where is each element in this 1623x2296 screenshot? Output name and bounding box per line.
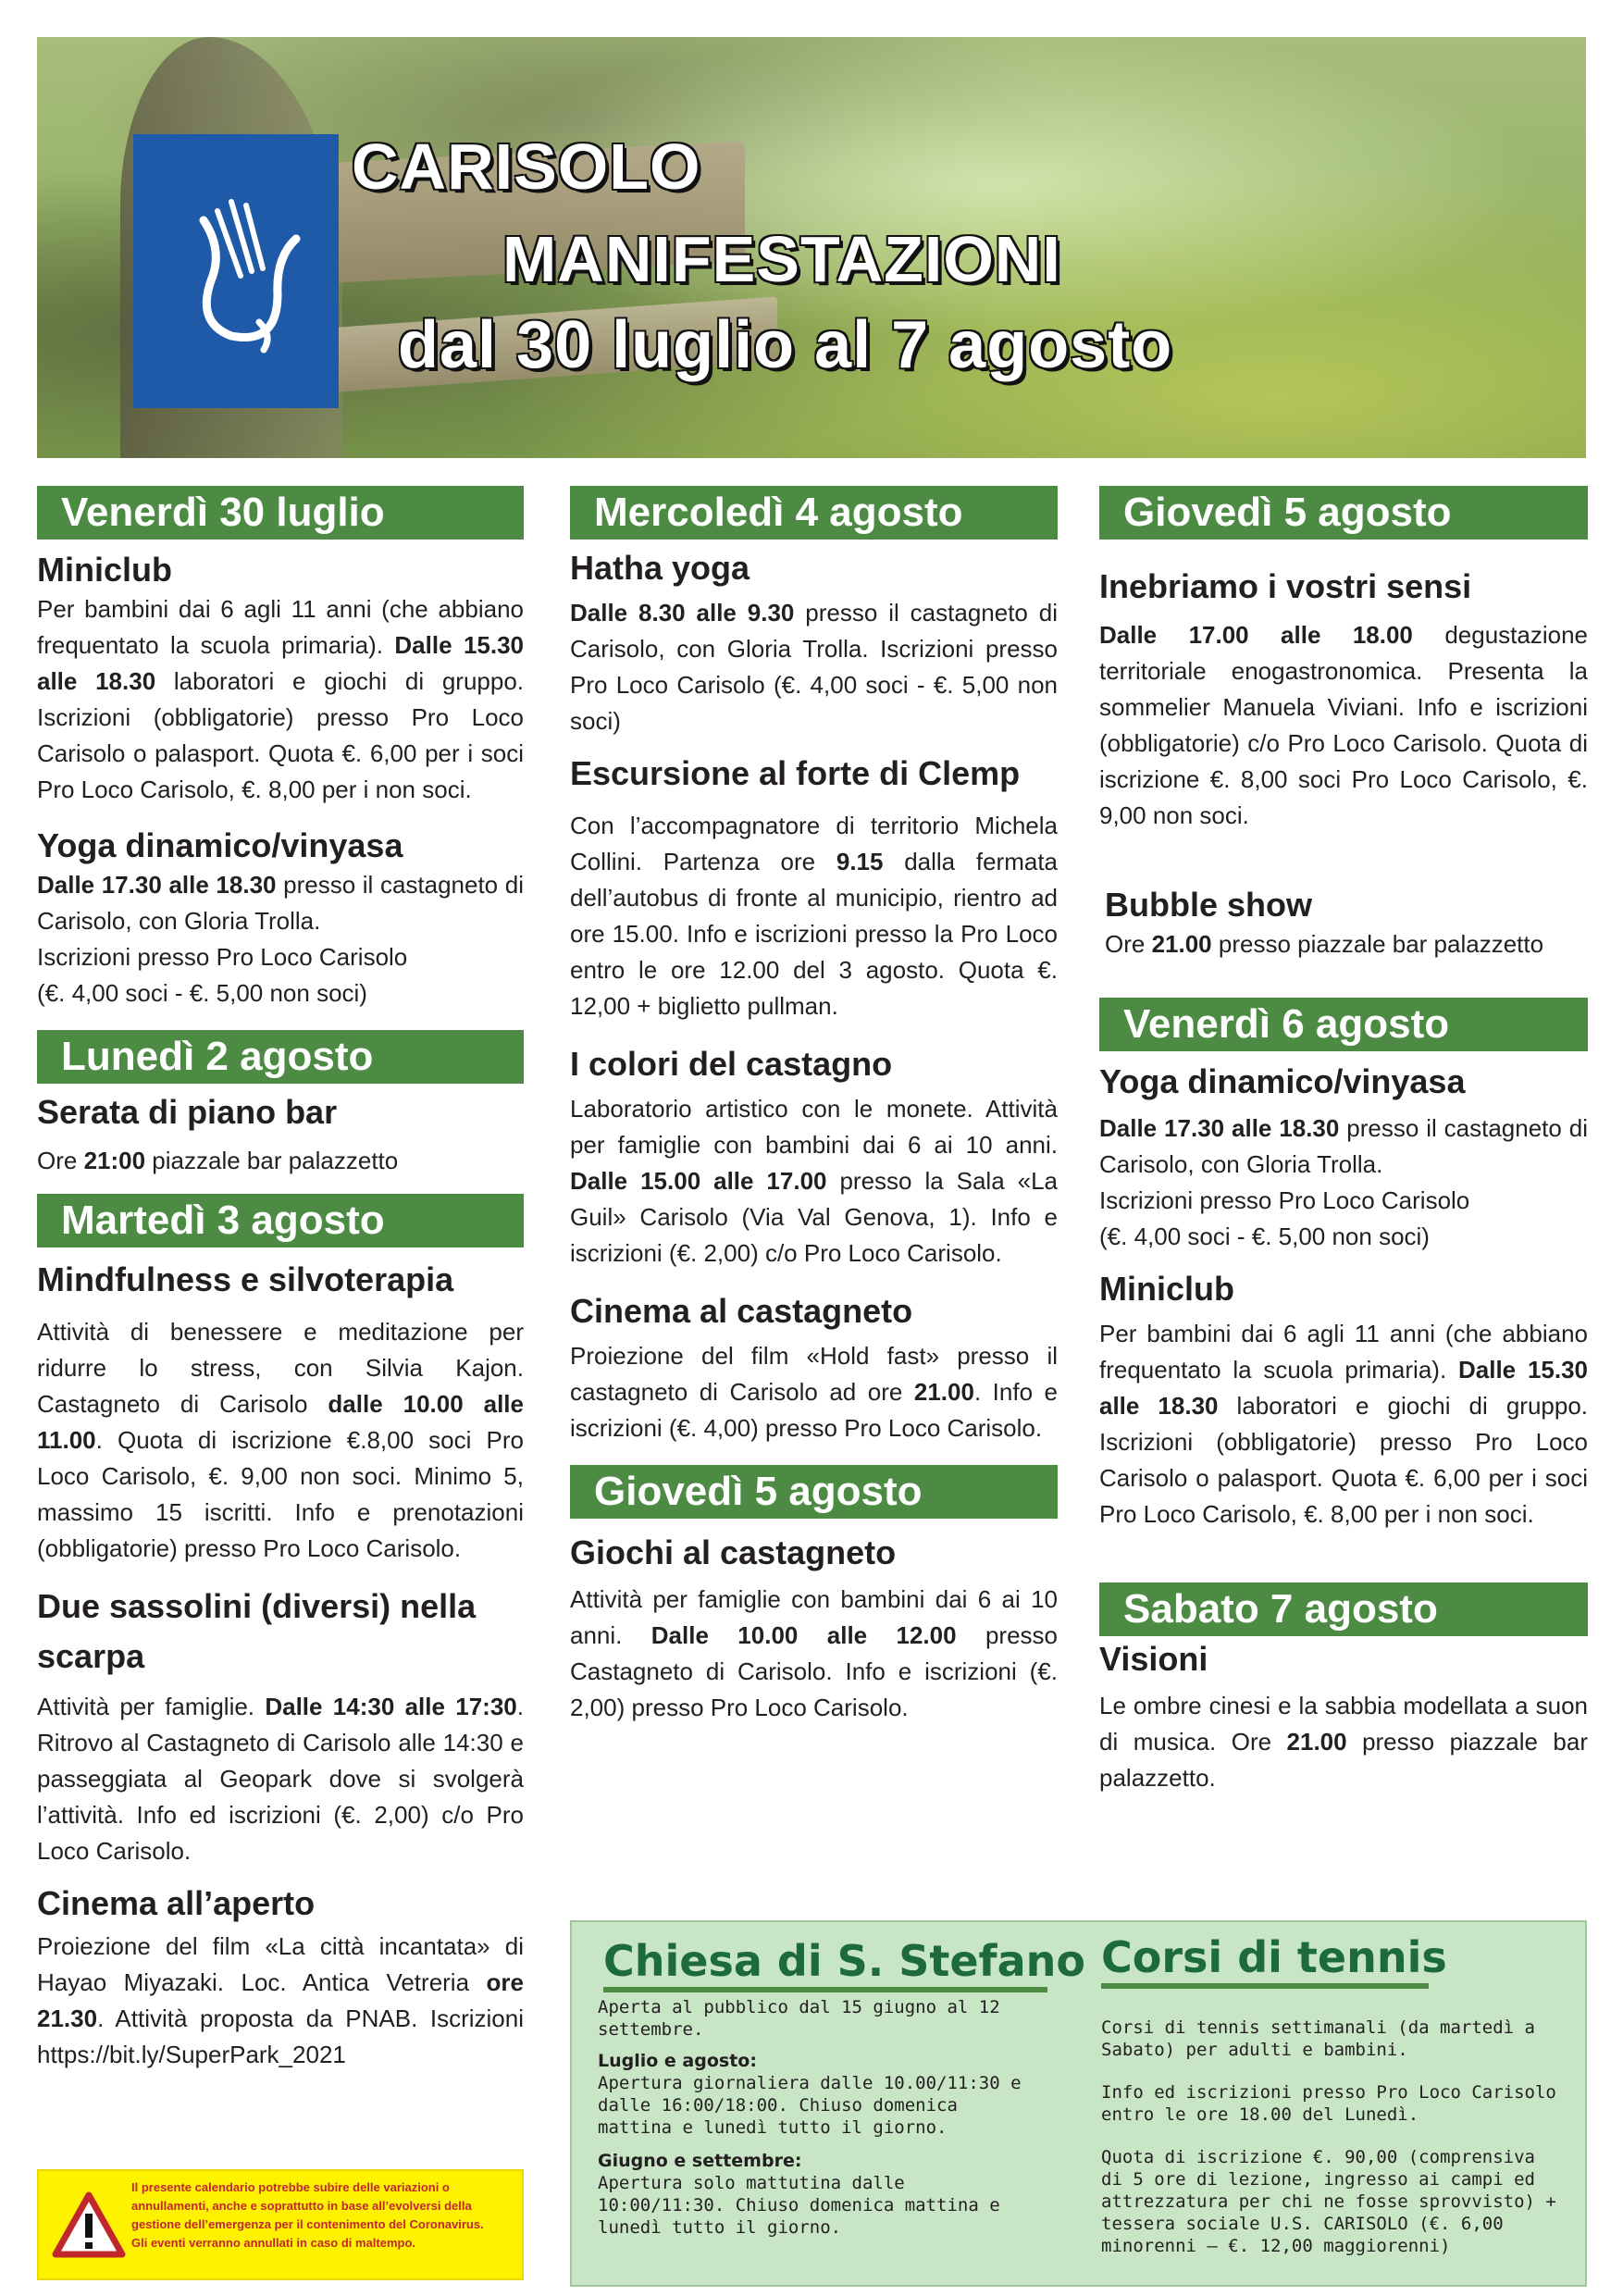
text-part: Per bambini dai 6 agli 11 anni (che abbiano frequentato la scuola primaria). xyxy=(1099,1320,1588,1384)
event-title-miniclub: Miniclub xyxy=(37,551,172,589)
event-time: Dalle 8.30 alle 9.30 xyxy=(570,599,795,627)
chiesa-text xyxy=(598,1996,1033,2239)
warning-weather-note: Gli eventi verranno annullati in caso di maltempo. xyxy=(131,2236,416,2250)
event-time: 9.15 xyxy=(836,848,884,875)
warning-box xyxy=(37,2169,524,2280)
chiesa-title-underline xyxy=(603,1987,1047,1992)
event-text-hatha-yoga xyxy=(570,595,1058,739)
event-time: Dalle 17.30 alle 18.30 xyxy=(1099,1114,1340,1142)
text-part: presso il castagneto di Carisolo, con Gloria Trolla. xyxy=(37,871,525,935)
event-text-clemp xyxy=(570,808,1058,1024)
text-part: presso il castagneto di Carisolo, con Gloria Trolla. xyxy=(1099,1114,1589,1178)
event-time: Dalle 17.00 alle 18.00 xyxy=(1099,621,1413,649)
event-title-yoga-right: Yoga dinamico/vinyasa xyxy=(1099,1062,1466,1100)
event-title-colori-castagno: I colori del castagno xyxy=(570,1045,893,1083)
text-part: presso la Sala «La Guil» Carisolo (Via Val Genova, 1). Info e iscrizioni (€. 2,00) c/o Pro Loco Carisolo. xyxy=(570,1167,1058,1267)
event-title-cinema-aperto: Cinema all’aperto xyxy=(37,1884,316,1922)
text-part: (€. 4,00 soci - €. 5,00 non soci) xyxy=(37,979,367,1007)
day-header-sabato-7: Sabato 7 agosto xyxy=(1099,1582,1588,1636)
text-part: . Ritrovo al Castagneto di Carisolo alle 14:30 e passeggiata al Geopark dove si svolgerà l’attività. Info ed iscrizioni (€. 2,00) c/o Pro Loco Carisolo. xyxy=(37,1693,524,1865)
text-part: Attività per famiglie. xyxy=(37,1693,266,1720)
event-title-miniclub-right: Miniclub xyxy=(1099,1270,1234,1308)
event-title-hatha-yoga: Hatha yoga xyxy=(570,549,750,587)
text-part: laboratori e giochi di gruppo. Iscrizioni (obbligatorie) presso Pro Loco Carisolo o palasport. Quota €. 6,00 per i soci Pro Loco Carisolo, €. 8,00 per i non soci. xyxy=(37,667,525,803)
tennis-title-underline xyxy=(1101,1983,1429,1989)
tennis-text xyxy=(1101,2017,1564,2257)
event-time: ore 21.30 xyxy=(37,1968,524,2032)
column-left xyxy=(37,486,524,2073)
text-part: (€. 4,00 soci - €. 5,00 non soci) xyxy=(1099,1222,1430,1250)
warning-icon xyxy=(52,2191,126,2258)
event-text-piano-bar xyxy=(37,1143,524,1179)
event-text-visioni xyxy=(1099,1688,1588,1796)
info-box xyxy=(570,1920,1587,2287)
text-part: Con l’accompagnatore di territorio Michela Collini. Partenza ore xyxy=(570,812,1058,875)
chiesa-intro: Aperta al pubblico dal 15 giugno al 12 settembre. xyxy=(598,1997,1000,2040)
day-header-martedi-3: Martedì 3 agosto xyxy=(37,1194,524,1247)
header-banner xyxy=(37,37,1586,458)
tennis-title: Corsi di tennis xyxy=(1101,1932,1447,1982)
event-text-cinema-castagneto xyxy=(570,1338,1058,1446)
event-time: 21.00 xyxy=(1151,930,1212,958)
title-manifestazioni: MANIFESTAZIONI xyxy=(502,223,1061,295)
text-part: Le ombre cinesi e la sabbia modellata a suon di musica. Ore xyxy=(1099,1692,1588,1756)
day-header-venerdi-30: Venerdì 30 luglio xyxy=(37,486,524,540)
text-part: Attività per famiglie con bambini dai 6 ai 10 anni. xyxy=(570,1585,1058,1649)
title-dates: dal 30 luglio al 7 agosto xyxy=(398,308,1173,382)
text-part: Laboratorio artistico con le monete. Attività per famiglie con bambini dai 6 ai 10 anni. xyxy=(570,1095,1058,1159)
event-text-yoga xyxy=(37,867,524,1011)
day-header-giovedi-5: Giovedì 5 agosto xyxy=(570,1465,1058,1519)
event-time: dalle 10.00 alle 11.00 xyxy=(37,1390,524,1454)
event-title-piano-bar: Serata di piano bar xyxy=(37,1093,338,1131)
text-part: presso piazzale bar palazzetto. xyxy=(1099,1728,1588,1792)
event-time: Dalle 10.00 alle 12.00 xyxy=(650,1621,957,1649)
column-right xyxy=(1099,486,1588,1796)
event-title-yoga: Yoga dinamico/vinyasa xyxy=(37,826,403,864)
text-part: presso piazzale bar palazzetto xyxy=(1211,930,1544,958)
text-part: presso il castagneto di Carisolo, con Gloria Trolla. Iscrizioni presso Pro Loco Carisolo (€. 4,00 soci - €. 5,00 non soci) xyxy=(570,599,1059,735)
event-time: Dalle 17.30 alle 18.30 xyxy=(37,871,277,899)
event-time: Dalle 15.00 alle 17.00 xyxy=(570,1167,827,1195)
chiesa-summer-hours: Apertura giornaliera dalle 10.00/11:30 e dalle 16:00/18:00. Chiuso domenica mattina e lunedì tutto il giorno. xyxy=(598,2073,1022,2138)
day-header-lunedi-2: Lunedì 2 agosto xyxy=(37,1030,524,1084)
event-text-miniclub xyxy=(37,591,524,808)
day-header-giovedi-5-right: Giovedì 5 agosto xyxy=(1099,486,1588,540)
event-text-colori-castagno xyxy=(570,1091,1058,1272)
text-part: Proiezione del film «La città incantata» di Hayao Miyazaki. Loc. Antica Vetreria xyxy=(37,1932,524,1996)
chiesa-summer-heading: Luglio e agosto: xyxy=(598,2051,757,2071)
text-part: dalla fermata dell’autobus di fronte al municipio, rientro ad ore 15.00. Info e iscrizioni presso la Pro Loco entro le ore 12.00 del 3 agosto. Quota €. 12,00 + biglietto pullman. xyxy=(570,848,1058,1020)
warning-text xyxy=(131,2178,516,2253)
chiesa-title: Chiesa di S. Stefano xyxy=(603,1936,1085,1986)
event-title-visioni: Visioni xyxy=(1099,1640,1208,1678)
text-part: Proiezione del film «Hold fast» presso il castagneto di Carisolo ad ore xyxy=(570,1342,1058,1406)
text-part: . Quota di iscrizione €.8,00 soci Pro Loco Carisolo, €. 9,00 non soci. Minimo 5, massimo 15 iscritti. Info e prenotazioni (obbligatorie) presso Pro Loco Carisolo. xyxy=(37,1426,524,1562)
event-text-yoga-right xyxy=(1099,1111,1588,1255)
event-text-sassolini xyxy=(37,1689,524,1869)
text-part: Iscrizioni presso Pro Loco Carisolo xyxy=(1099,1186,1470,1214)
event-title-mindfulness: Mindfulness e silvoterapia xyxy=(37,1260,454,1298)
event-title-cinema-castagneto: Cinema al castagneto xyxy=(570,1292,913,1330)
text-part: degustazione territoriale enogastronomica. Presenta la sommelier Manuela Viviani. Info e iscrizioni (obbligatorie) c/o Pro Loco Carisolo. Quota di iscrizione €. 8,00 soci Pro Loco Carisolo, €. 9,00 non soci. xyxy=(1099,621,1589,829)
event-title-clemp: Escursione al forte di Clemp xyxy=(570,754,1021,792)
chiesa-offseason-heading: Giugno e settembre: xyxy=(598,2151,802,2171)
column-middle xyxy=(570,486,1058,1726)
text-part: Iscrizioni presso Pro Loco Carisolo xyxy=(37,943,408,971)
event-title-sassolini: Due sassolini (diversi) nella scarpa xyxy=(37,1587,477,1675)
event-text-sensi xyxy=(1099,617,1588,834)
text-part: Attività di benessere e meditazione per ridurre lo stress, con Silvia Kajon. Castagneto di Carisolo xyxy=(37,1318,524,1418)
text-part: . Info e iscrizioni (€. 4,00) presso Pro Loco Carisolo. xyxy=(570,1378,1059,1442)
day-header-mercoledi-4: Mercoledì 4 agosto xyxy=(570,486,1058,540)
tennis-registration: Info ed iscrizioni presso Pro Loco Carisolo entro le ore 18.00 del Lunedì. xyxy=(1101,2082,1556,2125)
tennis-courses: Corsi di tennis settimanali (da martedì a Sabato) per adulti e bambini. xyxy=(1101,2017,1535,2060)
event-time: Dalle 15.30 alle 18.30 xyxy=(1099,1356,1589,1420)
title-town: CARISOLO xyxy=(352,130,701,203)
event-title-giochi: Giochi al castagneto xyxy=(570,1533,897,1571)
day-header-venerdi-6: Venerdì 6 agosto xyxy=(1099,998,1588,1051)
text-part: Ore xyxy=(1105,930,1152,958)
event-text-miniclub-right xyxy=(1099,1316,1588,1533)
event-text-giochi xyxy=(570,1582,1058,1726)
text-part: . Attività proposta da PNAB. Iscrizioni https://bit.ly/SuperPark_2021 xyxy=(37,2004,524,2068)
text-part: piazzale bar palazzetto xyxy=(145,1147,399,1174)
event-time: 21.00 xyxy=(1286,1728,1347,1756)
event-text-mindfulness xyxy=(37,1314,524,1567)
event-time: Dalle 15.30 alle 18.30 xyxy=(37,631,525,695)
event-time: 21.00 xyxy=(913,1378,974,1406)
text-part: presso Castagneto di Carisolo. Info e iscrizioni (€. 2,00) presso Pro Loco Carisolo. xyxy=(570,1621,1059,1721)
event-text-bubble xyxy=(1099,926,1588,962)
event-time: 21:00 xyxy=(83,1147,146,1174)
event-time: Dalle 14:30 alle 17:30 xyxy=(265,1693,517,1720)
text-part: Per bambini dai 6 agli 11 anni (che abbiano frequentato la scuola primaria). xyxy=(37,595,524,659)
text-part: Ore xyxy=(37,1147,84,1174)
event-text-cinema-aperto xyxy=(37,1929,524,2073)
text-part: laboratori e giochi di gruppo. Iscrizioni (obbligatorie) presso Pro Loco Carisolo o palasport. Quota €. 6,00 per i soci Pro Loco Carisolo, €. 8,00 per i non soci. xyxy=(1099,1392,1589,1528)
event-title-bubble: Bubble show xyxy=(1105,886,1312,924)
event-title-sensi: Inebriamo i vostri sensi xyxy=(1099,567,1472,605)
warning-message: Il presente calendario potrebbe subire delle variazioni o annullamenti, anche e soprattutto in base all’evolversi della gestione dell’emergenza per il contenimento del Coronavirus. xyxy=(131,2180,484,2231)
tennis-fee: Quota di iscrizione €. 90,00 (comprensiva di 5 ore di lezione, ingresso ai campi ed attrezzatura per chi ne fosse sprovvisto) + tessera sociale U.S. CARISOLO (€. 6,00 minorenni – €. 12,00 maggiorenni) xyxy=(1101,2147,1556,2256)
chiesa-offseason-hours: Apertura solo mattutina dalle 10:00/11:30. Chiuso domenica mattina e lunedì tutto il giorno. xyxy=(598,2173,1000,2238)
